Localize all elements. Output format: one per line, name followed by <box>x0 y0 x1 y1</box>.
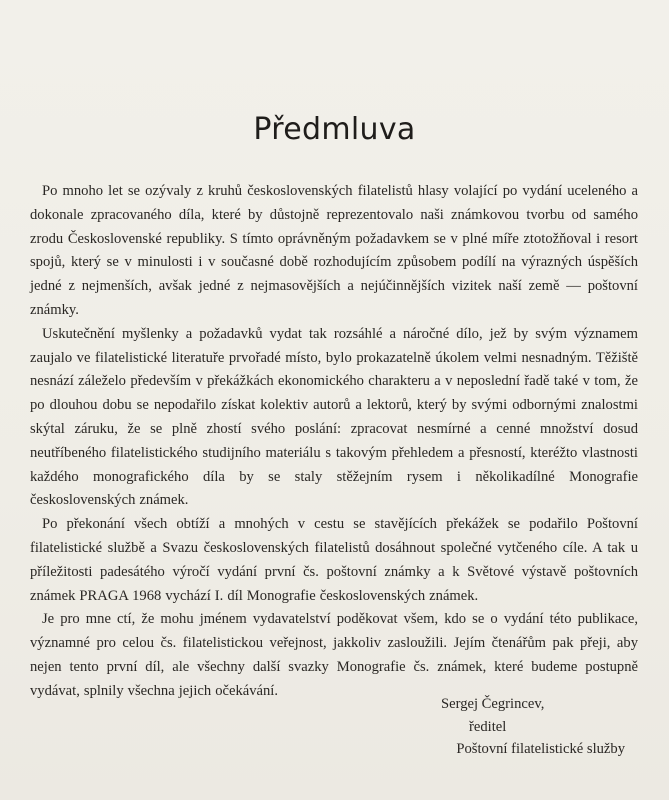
signature-role: ředitel <box>469 718 507 735</box>
preface-body <box>30 180 638 704</box>
paragraph-1: Po mnoho let se ozývaly z kruhů československých filatelistů hlasy volající po vydání uceleného a dokonale zpracovaného díla, které by důstojně reprezentovalo naši známkovou tvorbu od samého zrodu Československé republiky. S tímto oprávněným požadavkem se v plné míře ztotožňoval i resort spojů, který se v minulosti i v současné době rozhodujícím způsobem podílí na výrazných úspěších jedné z nejmenších, avšak jedné z nejmasovějších a nejúčinnějších vizitek naší země — poštovní známky. <box>30 183 638 318</box>
paragraph-3: Po překonání všech obtíží a mnohých v cestu se stavějících překážek se podařilo Poštovní filatelistické službě a Svazu československých filatelistů dosáhnout společné vytčeného cíle. A tak u příležitosti padesátého výročí vydání první čs. poštovní známky a k Světové výstavě poštovních známek PRAGA 1968 vychází I. díl Monografie československých známek. <box>30 516 638 604</box>
page-title: Předmluva <box>253 112 416 147</box>
signature-name: Sergej Čegrincev, <box>441 696 545 712</box>
paragraph-4: Je pro mne ctí, že mohu jménem vydavatelství poděkovat všem, kdo se o vydání této publikace, významné pro celou čs. filatelistickou veřejnost, jakkoliv zasloužili. Jejím čtenářům pak přeji, aby nejen tento první díl, ale všechny další svazky Monografie čs. známek, které budeme postupně vydávat, splnily všechna jejich očekávání. <box>30 611 638 699</box>
paragraph-2: Uskutečnění myšlenky a požadavků vydat tak rozsáhlé a náročné dílo, jež by svým významem zaujalo ve filatelistické literatuře prvořadé místo, bylo prokazatelně úkolem velmi nesnadným. Těžiště nesnází záleželo především v překážkách ekonomického charakteru a v neposlední řadě také v tom, že po dlouhou dobu se nepodařilo získat kolektiv autorů a lektorů, který by svými odbornými znalostmi skýtal záruku, že se plně zhostí svého poslání: zpracovat nesmírné a cenné množství dosud neutříbeného filatelistického studijního materiálu s takovým přehledem a přesností, kteréžto vlastnosti každého monografického díla by se staly stěžejním rysem i několikadílné Monografie československých známek. <box>30 325 638 509</box>
signature-block <box>425 693 625 761</box>
signature-organization: Poštovní filatelistické služby <box>456 741 625 757</box>
